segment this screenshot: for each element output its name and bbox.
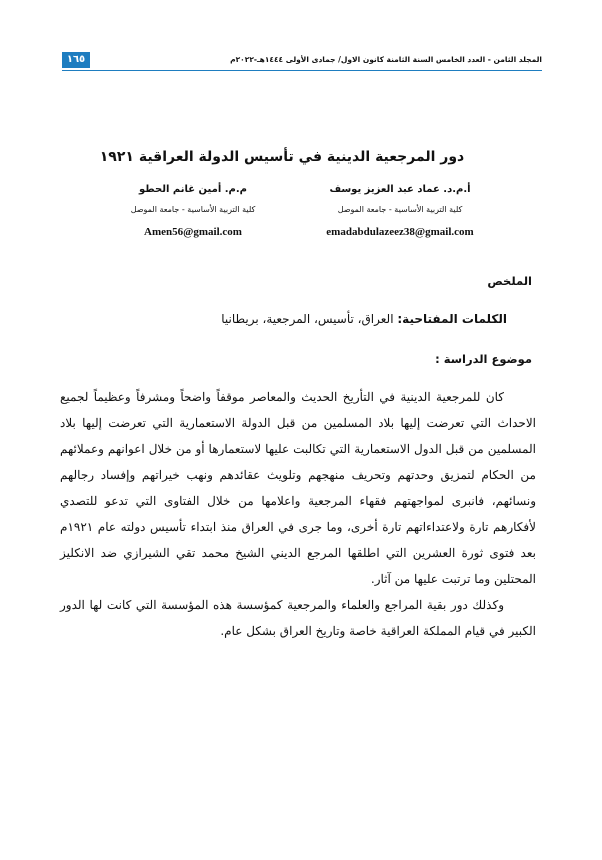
body-text [60,384,536,644]
author-name: أ.م.د. عماد عبد العزيز يوسف [329,184,471,195]
author-block-2 [118,183,268,239]
keywords-line [221,312,507,326]
study-subject-heading: موضوع الدراسة : [435,352,532,366]
author-email-link[interactable]: Amen56@gmail.com [144,226,242,238]
running-header [62,52,542,68]
journal-info: المجلد الثامن - العدد الخامس السنة الثامنة كانون الاول/ جمادى الأولى ١٤٤٤هـ-٢٠٢٢م [230,55,542,64]
keywords-label: الكلمات المفتاحية: [397,312,507,326]
author-block-1 [300,183,500,239]
page-number-badge: ١٦٥ [62,52,90,68]
author-affiliation: كلية التربية الأساسية - جامعة الموصل [130,205,256,214]
keywords-value: العراق، تأسيس، المرجعية، بريطانيا [221,312,394,326]
article-title: دور المرجعية الدينية في تأسيس الدولة العراقية ١٩٢١ [99,149,465,165]
paragraph: وكذلك دور بقية المراجع والعلماء والمرجعية كمؤسسة هذه المؤسسة التي كانت لها الدور الكبير في قيام المملكة العراقية خاصة وتاريخ العراق بشكل عام. [60,598,536,638]
paragraph: كان للمرجعية الدينية في التأريخ الحديث والمعاصر موقفاً واضحاً ومشرفاً وعظيماً لجميع الاحداث التي تعرضت إليها بلاد المسلمين من قبل الدولة الاستعمارية التي تعرضت إليها بلاد المسلمين من قبل الدول الاستعمارية التي تكالبت عليها لاستعمارها أو من خلال اعوانهم وعملائهم من الحكام لتمزيق وحدتهم وتحريف منهجهم وتلويث عقائدهم ونهب خيراتهم وإفساد رجالهم ونسائهم، فانبرى لمواجهتهم فقهاء المرجعية واعلامها من خلال الفتاوى التي تدعو للتصدي لأفكارهم تارة ولاعتداءاتهم تارة أخرى، وما جرى في العراق منذ ابتداء تأسيس دولته عام ١٩٢١م بعد فتوى ثورة العشرين التي اطلقها المرجع الديني الشيخ محمد تقي الشيرازي ضد الانكليز المحتلين وما ترتبت عليها من آثار. [60,390,536,586]
header-rule [62,70,542,71]
abstract-heading: الملخص [487,274,532,288]
author-affiliation: كلية التربية الأساسية - جامعة الموصل [337,205,463,214]
author-name: م.م. أمين غانم الحطو [139,184,247,195]
author-email-link[interactable]: emadabdulazeez38@gmail.com [326,226,474,238]
